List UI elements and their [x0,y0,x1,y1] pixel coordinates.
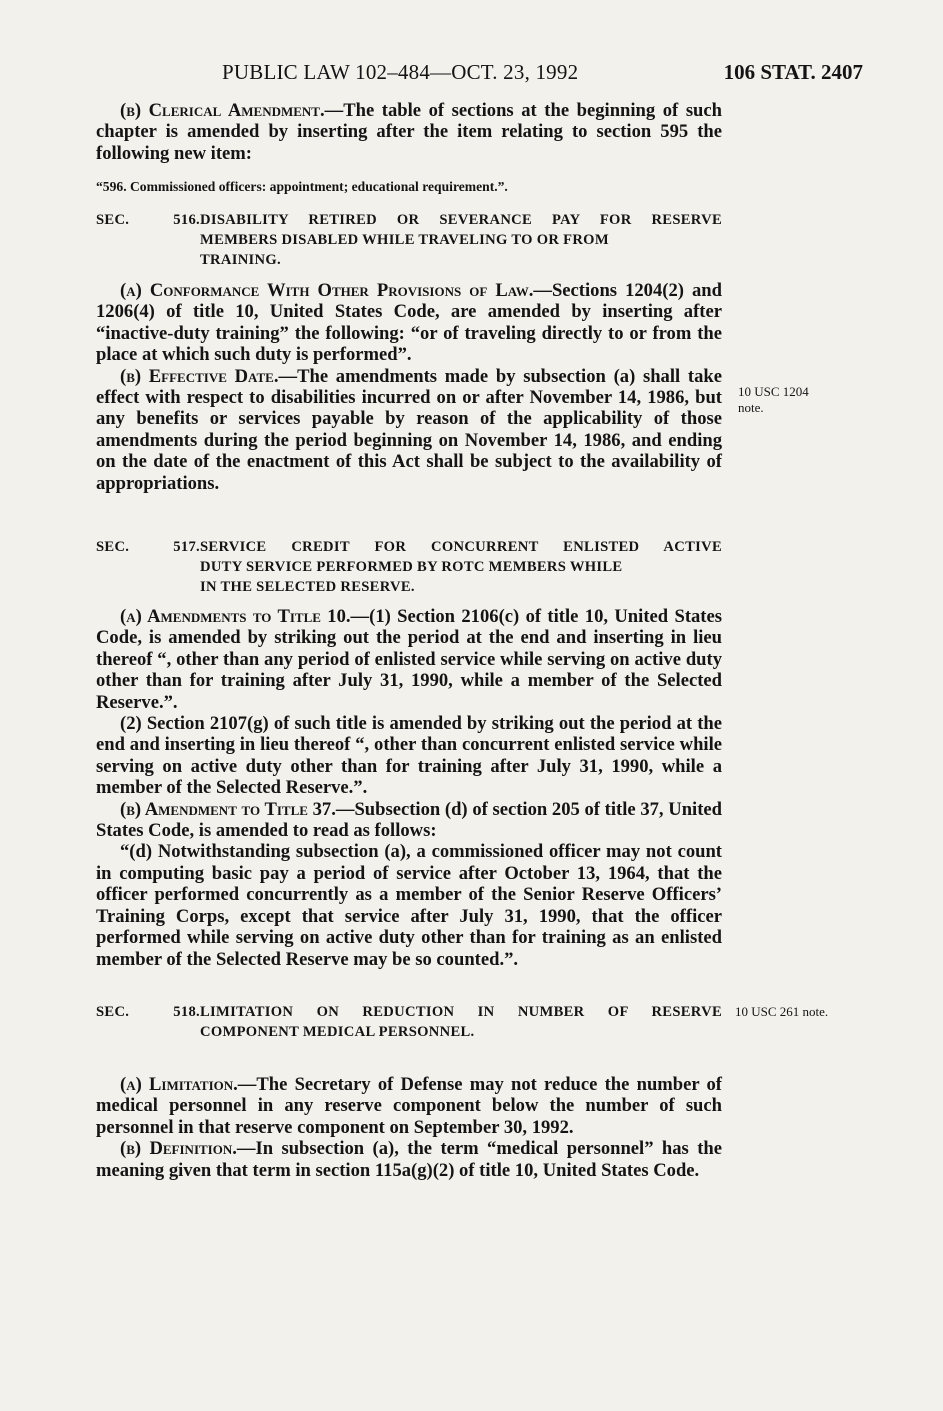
sec-516-b-text: —The amendments made by subsection (a) shall take effect with respect to disabilities incurred on or after November 14, 1986, but any benefits or services payable by reason of the applicability of those amendments during the period beginning on November 14, 1986, and ending on the date of the enactment of this Act shall be subject to the availability of appropriations. [96,365,722,494]
margin-note-10-usc-261 [735,1004,828,1020]
clerical-amendment-label: (b) Clerical Amendment. [120,100,325,121]
sec-516-heading [96,210,722,270]
sec-516-subsection-b [96,366,722,494]
header-title: PUBLIC LAW 102–484—OCT. 23, 1992 [222,60,579,84]
sec-516-heading-line3: TRAINING. [200,252,281,268]
sec-518-number: SEC. 518. [96,1004,200,1020]
sec-516-heading-line1: DISABILITY RETIRED OR SEVERANCE PAY FOR RESERVE [200,212,722,228]
sec-516-heading-line2: MEMBERS DISABLED WHILE TRAVELING TO OR FROM [200,232,609,248]
margin-note-2: 10 USC 261 note. [735,1004,829,1019]
sec-517-subsection-b [96,799,722,842]
clerical-amendment-paragraph [96,100,722,164]
sec-516-subsection-a [96,280,722,366]
sec-518-b-text: —In subsection (a), the term “medical personnel” has the meaning given that term in section 115a(g)(2) of title 10, United States Code. [96,1138,722,1181]
sec-517-heading [96,537,722,597]
sec-517-heading-line3: IN THE SELECTED RESERVE. [200,579,415,595]
page-header [222,60,863,84]
sec-516-body [96,280,722,494]
sec-518-body [96,1074,722,1181]
header-stat-page: 106 STAT. 2407 [723,60,863,84]
sec-517-b-text: —Subsection (d) of section 205 of title 37, United States Code, is amended to read as follows: [96,798,722,842]
sec-517-a-text: —(1) Section 2106(c) of title 10, United States Code, is amended by striking out the period at the end and inserting in lieu thereof “, other than any period of enlisted service while serving on active duty other than for training after July 31, 1990, while a member of the Selected Reserve.”. [96,606,722,713]
sec-518-heading-line1: LIMITATION ON REDUCTION IN NUMBER OF RESERVE [200,1004,722,1020]
sec-518-b-label: (b) Definition. [120,1138,237,1160]
clerical-amendment-text: —The table of sections at the beginning of such chapter is amended by inserting after the item relating to section 595 the following new item: [96,100,722,164]
new-item-596: “596. Commissioned officers: appointment; educational requirement.”. [96,179,508,194]
sec-517-subsection-a1 [96,606,722,713]
sec-516-a-text: —Sections 1204(2) and 1206(4) of title 10, United States Code, are amended by inserting after “inactive-duty training” the following: “or of traveling directly to or from the place at which such duty is performed”. [96,280,722,366]
margin-note-1-line1: 10 USC 1204 [738,384,809,399]
sec-517-b-label: (b) Amendment to Title 37. [120,798,336,820]
sec-518-heading-line2: COMPONENT MEDICAL PERSONNEL. [200,1024,475,1040]
new-item-596-block [96,178,722,196]
sec-517-a-label: (a) Amendments to Title 10. [120,606,351,627]
sec-517-quoted-subsection-d: “(d) Notwithstanding subsection (a), a commissioned officer may not count in computing basic pay a period of service after October 13, 1964, that the officer performed concurrently as a member of the Senior Reserve Officers’ Training Corps, except that service after July 31, 1990, that the officer performed while serving on active duty other than for training as an enlisted member of the Selected Reserve may be so counted.”. [96,841,722,970]
sec-517-body [96,606,722,970]
sec-518-heading [96,1002,722,1042]
sec-518-a-label: (a) Limitation. [120,1074,238,1095]
sec-516-a-label: (a) Conformance With Other Provisions of Law. [120,280,534,301]
sec-518-a-text: —The Secretary of Defense may not reduce the number of medical personnel in any reserve component below the number of such personnel in that reserve component on September 30, 1992. [96,1074,722,1138]
sec-517-number: SEC. 517. [96,539,200,555]
sec-517-heading-line1: SERVICE CREDIT FOR CONCURRENT ENLISTED ACTIVE [200,539,722,555]
sec-518-subsection-b [96,1138,722,1181]
sec-517-subsection-a2: (2) Section 2107(g) of such title is amended by striking out the period at the end and inserting in lieu thereof “, other than concurrent enlisted service while serving on active duty other than for training after July 31, 1990, while a member of the Selected Reserve.”. [96,713,722,799]
margin-note-10-usc-1204 [738,384,809,416]
sec-516-b-label: (b) Effective Date. [120,365,279,387]
sec-516-number: SEC. 516. [96,212,200,228]
sec-517-heading-line2: DUTY SERVICE PERFORMED BY ROTC MEMBERS WHILE [200,559,623,575]
sec-518-subsection-a [96,1074,722,1138]
margin-note-1-line2: note. [738,400,764,415]
clerical-amendment-block [96,100,722,164]
